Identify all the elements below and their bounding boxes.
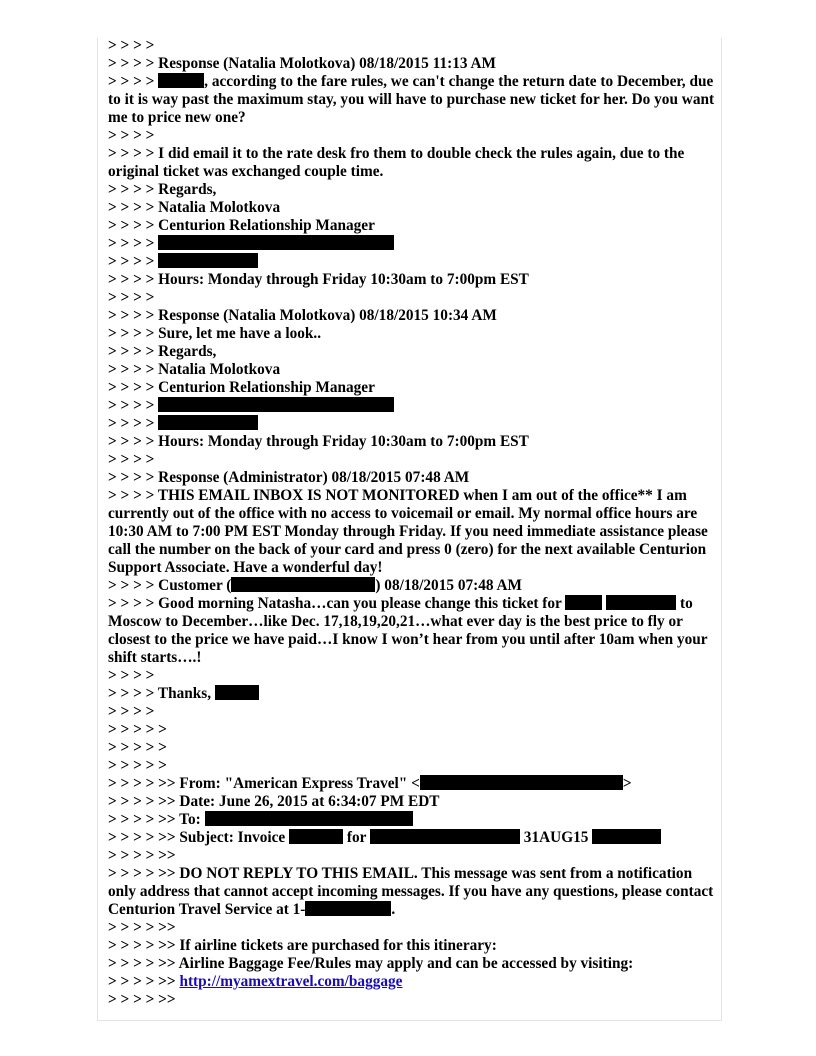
message-text: > > > > >> DO NOT REPLY TO THIS EMAIL. This message was sent from a notification only address that cannot accept incoming messages. If you have any questions, please contact Centurion Travel Service at 1- [108,865,714,918]
redaction-bar [231,577,375,592]
quote-line: > > > > [108,703,155,720]
subject-label: > > > > >> Subject: Invoice [108,829,286,846]
signature-line: > > > > Centurion Relationship Manager [108,217,375,234]
redaction-bar [158,73,204,88]
redaction-bar [205,811,413,826]
quote-line: > > > > [108,37,155,54]
quote-line: > > > > [108,451,155,468]
quote-line: > > > > [108,127,155,144]
signature-line: > > > > Regards, [108,343,217,360]
redaction-bar [606,595,676,610]
quote-prefix: > > > > [108,73,155,90]
link-line [108,973,718,991]
quote-line: > > > > > [108,739,167,756]
to-label: > > > > >> To: [108,811,201,828]
message-body: > > > > >> If airline tickets are purchased for this itinerary: [108,937,497,954]
email-thread-document [108,37,718,1009]
email-subject-line [108,829,718,847]
message-body [108,73,718,127]
redacted-line [108,253,718,271]
from-close: > [622,775,632,792]
message-body: > > > > >> Airline Baggage Fee/Rules may apply and can be accessed by visiting: [108,955,634,972]
message-text: > > > > Good morning Natasha…can you please change this ticket for [108,595,562,612]
redaction-bar [215,685,259,700]
customer-header [108,577,718,595]
customer-label: > > > > Customer ( [108,577,232,594]
signature-line: > > > > Natalia Molotkova [108,199,281,216]
quote-prefix: > > > > [108,235,155,252]
redaction-bar [158,397,394,412]
response-header: > > > > Response (Natalia Molotkova) 08/18/2015 11:13 AM [108,55,496,72]
redaction-bar [158,253,258,268]
signature-line: > > > > Regards, [108,181,217,198]
redaction-bar [370,829,520,844]
message-text: , according to the fare rules, we can't change the return date to December, due to it is way past the maximum stay, you will have to purchase new ticket for her. Do you want me to price new one? [108,73,715,126]
from-label: > > > > >> From: "American Express Travel" < [108,775,420,792]
email-date-line: > > > > >> Date: June 26, 2015 at 6:34:07 PM EDT [108,793,440,810]
signature-line: > > > > Hours: Monday through Friday 10:30am to 7:00pm EST [108,433,529,450]
quote-prefix: > > > > [108,397,155,414]
baggage-link[interactable]: http://myamextravel.com/baggage [179,973,403,990]
quote-prefix: > > > > [108,253,155,270]
response-header: > > > > Response (Administrator) 08/18/2015 07:48 AM [108,469,470,486]
redaction-bar [158,235,394,250]
subject-for: for [346,829,367,846]
redacted-line [108,235,718,253]
redaction-bar [289,829,343,844]
signature-line: > > > > Natalia Molotkova [108,361,281,378]
quote-prefix: > > > > >> [108,973,176,990]
redaction-bar [592,829,661,844]
quote-line: > > > > >> [108,847,176,864]
email-from-line [108,775,718,793]
customer-timestamp: ) 08/18/2015 07:48 AM [375,577,522,594]
quote-prefix: > > > > [108,415,155,432]
redaction-bar [305,901,391,916]
subject-date: 31AUG15 [523,829,589,846]
message-body: > > > > THIS EMAIL INBOX IS NOT MONITORED when I am out of the office** I am currently out of the office with no access to voicemail or email. My normal office hours are 10:30 AM to 7:00 PM EST Monday through Friday. If you need immediate assistance please call the number on the back of your card and press 0 (zero) for the next available Centurion Support Associate. Have a wonderful day! [108,487,708,576]
redacted-line [108,415,718,433]
signature-line: > > > > Centurion Relationship Manager [108,379,375,396]
message-text: . [391,901,396,918]
quote-line: > > > > [108,289,155,306]
redacted-line [108,397,718,415]
redacted-line [108,685,718,703]
redaction-bar [420,775,623,790]
quote-line: > > > > > [108,757,167,774]
quote-line: > > > > [108,667,155,684]
message-body: > > > > Sure, let me have a look.. [108,325,322,342]
signature-line: > > > > Hours: Monday through Friday 10:30am to 7:00pm EST [108,271,529,288]
response-header: > > > > Response (Natalia Molotkova) 08/18/2015 10:34 AM [108,307,497,324]
email-to-line [108,811,718,829]
message-body [108,595,718,667]
message-body [108,865,718,919]
quote-line: > > > > >> [108,991,176,1008]
redaction-bar [158,415,258,430]
message-text: to Moscow to December…like Dec. 17,18,19,20,21…what ever day is the best price to fly or closest to the price we have paid…I know I won’t hear from you until after 10am when your shift starts….! [108,595,708,666]
message-body: > > > > I did email it to the rate desk fro them to double check the rules again, due to the original ticket was exchanged couple time. [108,145,685,180]
redaction-bar [565,595,602,610]
thanks-label: > > > > Thanks, [108,685,212,702]
quote-line: > > > > > [108,721,167,738]
quote-line: > > > > >> [108,919,176,936]
